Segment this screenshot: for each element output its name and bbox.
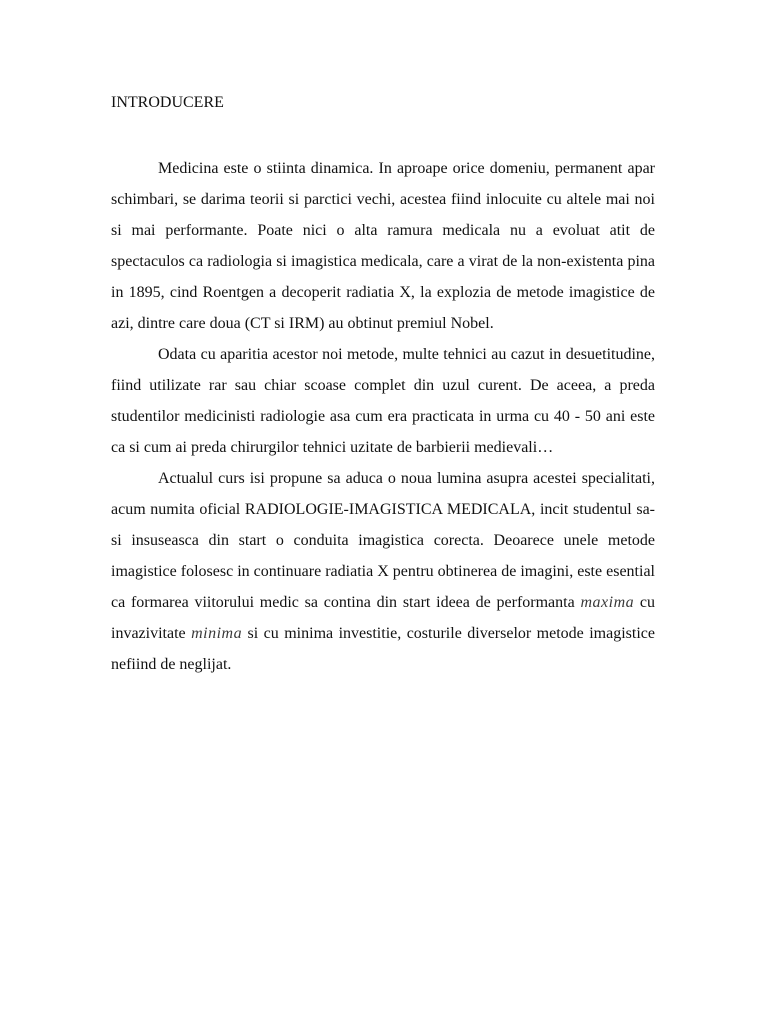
- document-heading: INTRODUCERE: [111, 94, 224, 111]
- paragraph-3: [111, 463, 655, 680]
- paragraph-3-text-b: cu invazivitate: [111, 594, 655, 642]
- emphasis-minima: minima: [191, 625, 243, 642]
- paragraph-3-text-c: si cu minima investitie, costurile diverselor metode imagistice nefiind de neglijat.: [111, 625, 655, 673]
- paragraph-1: Medicina este o stiinta dinamica. In aproape orice domeniu, permanent apar schimbari, se darima teorii si parctici vechi, acestea fiind inlocuite cu altele mai noi si mai performante. Poate nici o alta ramura medicala nu a evoluat atit de spectaculos ca radiologia si imagistica medicala, care a virat de la non-existenta pina in 1895, cind Roentgen a decoperit radiatia X, la explozia de metode imagistice de azi, dintre care doua (CT si IRM) au obtinut premiul Nobel.: [111, 160, 655, 332]
- paragraph-3-text-a: Actualul curs isi propune sa aduca o noua lumina asupra acestei specialitati, acum numita oficial RADIOLOGIE-IMAGISTICA MEDICALA, incit studentul sa-si insuseasca din start o conduita imagistica corecta. Deoarece unele metode imagistice folosesc in continuare radiatia X pentru obtinerea de imagini, este esential ca formarea viitorului medic sa contina din start ideea de performanta: [111, 470, 655, 611]
- document-body: [111, 153, 655, 680]
- paragraph-2: Odata cu aparitia acestor noi metode, multe tehnici au cazut in desuetitudine, fiind utilizate rar sau chiar scoase complet din uzul curent. De aceea, a preda studentilor medicinisti radiologie asa cum era practicata in urma cu 40 - 50 ani este ca si cum ai preda chirurgilor tehnici uzitate de barbierii medievali…: [111, 346, 655, 456]
- emphasis-maxima: maxima: [580, 594, 635, 611]
